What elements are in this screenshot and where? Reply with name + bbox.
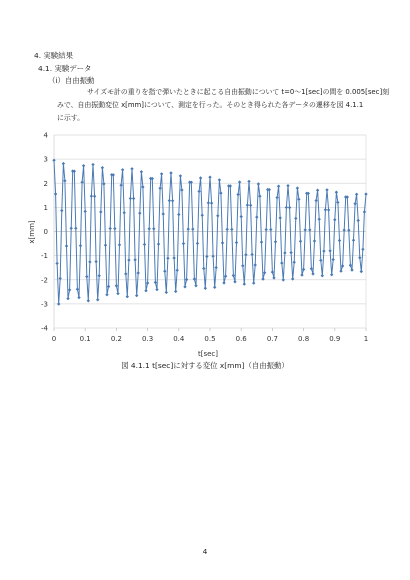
data-point <box>226 228 229 231</box>
data-point <box>232 274 235 277</box>
data-point <box>363 210 366 213</box>
y-tick-label: -3 <box>41 300 48 309</box>
data-point <box>84 210 87 213</box>
data-point <box>201 214 204 217</box>
data-point <box>280 261 283 264</box>
data-point <box>101 166 104 169</box>
data-point <box>358 256 361 259</box>
y-tick-label: 3 <box>43 155 48 164</box>
data-point <box>236 193 239 196</box>
data-point <box>314 199 317 202</box>
data-point <box>247 180 250 183</box>
x-tick-label: 0.9 <box>329 335 341 343</box>
data-point <box>339 269 342 272</box>
data-point <box>85 275 88 278</box>
data-point <box>93 195 96 198</box>
data-point <box>269 228 272 231</box>
data-point <box>116 292 119 295</box>
y-tick-label: -4 <box>41 324 48 333</box>
data-point <box>338 239 341 242</box>
data-point <box>118 243 121 246</box>
x-tick-label: 0.7 <box>266 335 278 343</box>
section-heading: 4. 実験結果 <box>34 51 73 60</box>
data-point <box>216 214 219 217</box>
figure-caption: 図 4.1.1 t[sec]に対する変位 x[mm]（自由振動） <box>121 361 289 370</box>
data-point <box>364 192 367 195</box>
data-point <box>204 287 207 290</box>
data-point <box>324 208 327 211</box>
x-axis-label: t[sec] <box>197 350 219 358</box>
series-line <box>54 160 366 304</box>
data-point <box>172 256 175 259</box>
x-tick-label: 1 <box>363 335 369 343</box>
data-point <box>207 201 210 204</box>
y-tick-label: 1 <box>43 203 48 212</box>
data-point <box>221 241 224 244</box>
data-point <box>88 260 91 263</box>
data-point <box>109 227 112 230</box>
data-point <box>249 204 252 207</box>
data-point <box>154 281 157 284</box>
data-point <box>282 278 285 281</box>
data-point <box>141 185 144 188</box>
data-point <box>328 249 331 252</box>
data-point <box>325 188 328 191</box>
data-point <box>133 258 136 261</box>
data-point <box>57 302 60 305</box>
data-point <box>196 242 199 245</box>
data-point <box>194 284 197 287</box>
x-tick-label: 0.6 <box>235 335 247 343</box>
x-tick-label: 0.3 <box>142 335 154 343</box>
data-point <box>94 260 97 263</box>
data-point <box>182 242 185 245</box>
data-point <box>135 294 138 297</box>
data-point <box>74 227 77 230</box>
paragraph-line: に示す。 <box>57 114 85 123</box>
data-point <box>155 288 158 291</box>
data-point <box>132 197 135 200</box>
data-point <box>254 263 257 266</box>
data-point <box>163 270 166 273</box>
data-point <box>304 228 307 231</box>
data-point <box>277 185 280 188</box>
y-tick-label: 0 <box>43 228 48 236</box>
data-point <box>241 264 244 267</box>
data-point <box>90 194 93 197</box>
page-number: 4 <box>202 547 208 556</box>
data-point <box>240 215 243 218</box>
data-point <box>197 190 200 193</box>
data-point <box>77 296 80 299</box>
data-point <box>263 271 266 274</box>
data-point <box>104 244 107 247</box>
body-paragraph <box>57 86 390 126</box>
data-point <box>165 291 168 294</box>
data-point <box>65 244 68 247</box>
data-point <box>215 266 218 269</box>
data-point <box>140 170 143 173</box>
data-point <box>76 288 79 291</box>
data-point <box>218 178 221 181</box>
data-point <box>176 269 179 272</box>
data-point <box>99 210 102 213</box>
data-point <box>233 280 236 283</box>
x-tick-label: 0.2 <box>110 335 122 343</box>
data-point <box>130 167 133 170</box>
subsubsection-heading: （ⅰ）自由振動 <box>48 76 95 85</box>
data-point <box>66 297 69 300</box>
paragraph-line: みで、自由振動変位 x[mm]について、測定を行った。そのとき得られた各データの遷移を図 4.1.1 <box>57 101 364 110</box>
data-point <box>160 172 163 175</box>
data-point <box>302 268 305 271</box>
data-point <box>169 171 172 174</box>
data-point <box>68 288 71 291</box>
data-point <box>352 239 355 242</box>
chart-gridlines <box>54 135 366 331</box>
subsection-heading: 4.1. 実験データ <box>38 64 92 73</box>
data-point <box>360 270 363 273</box>
data-point <box>357 219 360 222</box>
data-point <box>308 228 311 231</box>
data-point <box>82 164 85 167</box>
data-point <box>115 284 118 287</box>
data-point <box>318 218 321 221</box>
data-point <box>174 290 177 293</box>
data-point <box>202 267 205 270</box>
data-point <box>355 193 358 196</box>
displacement-chart <box>28 128 378 358</box>
data-point <box>243 282 246 285</box>
data-point <box>87 299 90 302</box>
data-point <box>349 264 352 267</box>
data-point <box>166 257 169 260</box>
data-point <box>235 241 238 244</box>
data-point <box>313 239 316 242</box>
data-point <box>79 244 82 247</box>
data-point <box>316 189 319 192</box>
data-point <box>336 201 339 204</box>
data-point <box>168 199 171 202</box>
data-point <box>148 227 151 230</box>
data-point <box>127 258 130 261</box>
y-tick-label: -1 <box>41 252 48 261</box>
x-tick-label: 0.5 <box>204 335 216 343</box>
x-tick-label: 0.8 <box>298 335 310 343</box>
data-point <box>257 182 260 185</box>
data-point <box>327 208 330 211</box>
data-point <box>341 264 344 267</box>
data-point <box>177 213 180 216</box>
data-point <box>121 168 124 171</box>
data-point <box>126 295 129 298</box>
data-point <box>96 298 99 301</box>
data-point <box>311 272 314 275</box>
data-point <box>123 211 126 214</box>
data-point <box>144 289 147 292</box>
data-point <box>321 274 324 277</box>
x-tick-label: 0.4 <box>173 335 185 343</box>
data-point <box>260 240 263 243</box>
paragraph-line: サイズモ計の重りを指で弾いたときに起こる自由振動について t=0～1[sec]の間を 0.005[sec]刻 <box>87 88 390 96</box>
data-point <box>300 273 303 276</box>
data-point <box>289 251 292 254</box>
data-point <box>98 274 101 277</box>
data-point <box>91 163 94 166</box>
data-point <box>107 285 110 288</box>
data-point <box>330 273 333 276</box>
data-point <box>60 209 63 212</box>
data-point <box>219 191 222 194</box>
data-point <box>319 259 322 262</box>
data-point <box>224 275 227 278</box>
data-point <box>258 195 261 198</box>
y-tick-label: 2 <box>43 179 48 188</box>
data-point <box>294 217 297 220</box>
data-point <box>230 228 233 231</box>
data-point <box>113 227 116 230</box>
data-point <box>271 270 274 273</box>
data-point <box>193 277 196 280</box>
data-point <box>63 179 66 182</box>
data-point <box>335 191 338 194</box>
data-point <box>180 188 183 191</box>
data-point <box>171 199 174 202</box>
data-point <box>261 277 264 280</box>
data-point <box>211 255 214 258</box>
data-point <box>332 258 335 261</box>
data-point <box>138 212 141 215</box>
data-point <box>199 176 202 179</box>
data-point <box>275 196 278 199</box>
data-point <box>55 262 58 265</box>
y-tick-label: -2 <box>41 276 48 285</box>
data-point <box>191 227 194 230</box>
data-point <box>333 218 336 221</box>
data-point <box>353 202 356 205</box>
y-tick-label: 4 <box>43 131 48 140</box>
data-point <box>279 216 282 219</box>
data-point <box>285 206 288 209</box>
data-point <box>296 186 299 189</box>
data-point <box>210 201 213 204</box>
data-point <box>187 227 190 230</box>
data-point <box>310 267 313 270</box>
data-point <box>146 281 149 284</box>
data-point <box>288 206 291 209</box>
data-point <box>299 240 302 243</box>
data-point <box>246 203 249 206</box>
data-point <box>293 261 296 264</box>
data-point <box>350 268 353 271</box>
y-axis-label: x[mm] <box>28 220 36 244</box>
data-point <box>119 184 122 187</box>
data-point <box>286 184 289 187</box>
data-point <box>157 242 160 245</box>
data-point <box>124 272 127 275</box>
data-point <box>105 293 108 296</box>
data-point <box>213 286 216 289</box>
data-point <box>70 227 73 230</box>
data-point <box>265 228 268 231</box>
data-point <box>208 176 211 179</box>
data-point <box>143 243 146 246</box>
data-point <box>297 198 300 201</box>
data-point <box>179 174 182 177</box>
data-point <box>185 278 188 281</box>
data-point <box>183 285 186 288</box>
data-point <box>252 281 255 284</box>
data-point <box>62 162 65 165</box>
data-point <box>129 197 132 200</box>
data-point <box>255 215 258 218</box>
data-point <box>361 248 364 251</box>
x-tick-label: 0.1 <box>79 335 91 343</box>
x-tick-label: 0 <box>51 335 57 343</box>
data-point <box>322 249 325 252</box>
data-point <box>152 227 155 230</box>
data-point <box>158 187 161 190</box>
data-point <box>102 182 105 185</box>
data-point <box>283 251 286 254</box>
data-point <box>162 212 165 215</box>
data-point <box>272 276 275 279</box>
data-point <box>137 271 140 274</box>
data-point <box>54 192 57 195</box>
data-point <box>222 281 225 284</box>
data-point <box>274 240 277 243</box>
